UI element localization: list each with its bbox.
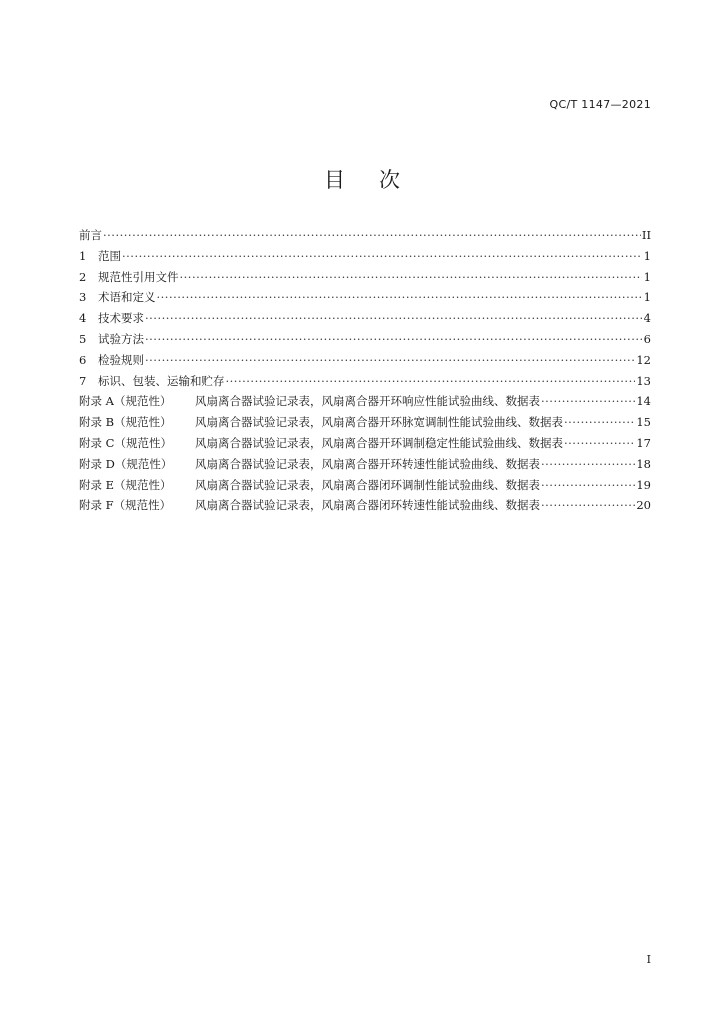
toc-entry-label: 前言	[79, 228, 102, 242]
toc-entry-appendix-number: 附录 D（规范性）	[79, 456, 173, 471]
toc-dot-leader	[226, 374, 636, 388]
toc-dot-leader	[157, 290, 643, 304]
toc-entry-label: 范围	[98, 248, 121, 263]
toc-entry-label: 风扇离合器试验记录表，风扇离合器开环脉宽调制性能试验曲线、数据表	[195, 415, 563, 430]
toc-entry-page: 20	[636, 498, 651, 513]
toc-entry-label: 技术要求	[98, 311, 144, 326]
toc-dot-leader	[103, 228, 641, 242]
toc-entry-label: 风扇离合器试验记录表，风扇离合器开环调制稳定性能试验曲线、数据表	[195, 435, 563, 450]
toc-entry-label: 风扇离合器试验记录表，风扇离合器闭环转速性能试验曲线、数据表	[195, 498, 540, 513]
toc-entry-page: 4	[643, 311, 651, 326]
toc-entry-label: 检验规则	[98, 352, 144, 367]
toc-entry-test-methods[interactable]	[79, 331, 651, 352]
toc-entry-appendix-e[interactable]	[79, 477, 651, 498]
toc-dot-leader	[564, 436, 635, 450]
toc-entry-page: 12	[636, 352, 651, 367]
toc-entry-appendix-a[interactable]	[79, 393, 651, 414]
toc-entry-technical-requirements[interactable]	[79, 310, 651, 331]
toc-entry-label: 规范性引用文件	[98, 269, 179, 284]
toc-entry-number: 5	[79, 331, 87, 346]
page-title-part1: 目	[324, 168, 345, 192]
toc-entry-page: 1	[643, 290, 651, 305]
table-of-contents	[79, 227, 651, 518]
toc-dot-leader	[541, 457, 635, 471]
toc-dot-leader	[564, 415, 635, 429]
toc-dot-leader	[122, 249, 642, 263]
toc-entry-page: 1	[643, 269, 651, 284]
toc-entry-appendix-number: 附录 F（规范性）	[79, 498, 172, 513]
toc-entry-label: 风扇离合器试验记录表，风扇离合器开环响应性能试验曲线、数据表	[195, 394, 540, 409]
toc-entry-label: 试验方法	[98, 331, 144, 346]
toc-entry-marking-packaging[interactable]	[79, 373, 651, 394]
toc-dot-leader	[180, 270, 643, 284]
toc-entry-number: 4	[79, 311, 87, 326]
toc-entry-number: 1	[79, 248, 87, 263]
toc-entry-number: 7	[79, 373, 87, 388]
toc-dot-leader	[145, 332, 642, 346]
toc-entry-label: 风扇离合器试验记录表，风扇离合器开环转速性能试验曲线、数据表	[195, 456, 540, 471]
toc-entry-appendix-b[interactable]	[79, 414, 651, 435]
toc-entry-appendix-number: 附录 B（规范性）	[79, 415, 172, 430]
toc-entry-inspection-rules[interactable]	[79, 352, 651, 373]
toc-entry-appendix-number: 附录 E（规范性）	[79, 477, 172, 492]
toc-entry-page: 1	[643, 248, 651, 263]
toc-entry-appendix-number: 附录 C（规范性）	[79, 435, 172, 450]
toc-dot-leader	[145, 311, 642, 325]
toc-entry-page: 17	[636, 435, 651, 450]
toc-entry-terms[interactable]	[79, 289, 651, 310]
page-number: I	[646, 953, 651, 966]
standard-code: QC/T 1147—2021	[549, 98, 651, 111]
toc-entry-page: 14	[636, 394, 651, 409]
toc-entry-page: 13	[636, 373, 651, 388]
toc-entry-foreword[interactable]	[79, 227, 651, 248]
toc-entry-page: 18	[636, 456, 651, 471]
toc-entry-number: 6	[79, 352, 87, 367]
toc-dot-leader	[541, 478, 635, 492]
page-title	[0, 164, 724, 194]
toc-entry-label: 标识、包装、运输和贮存	[98, 373, 225, 388]
toc-dot-leader	[541, 394, 635, 408]
toc-entry-label: 术语和定义	[98, 290, 156, 305]
toc-entry-normative-references[interactable]	[79, 269, 651, 290]
toc-dot-leader	[145, 353, 635, 367]
toc-entry-scope[interactable]	[79, 248, 651, 269]
toc-dot-leader	[541, 498, 635, 512]
toc-entry-number: 3	[79, 290, 87, 305]
page-title-part2: 次	[379, 168, 400, 192]
toc-entry-appendix-c[interactable]	[79, 435, 651, 456]
toc-entry-page: 6	[643, 331, 651, 346]
toc-entry-appendix-f[interactable]	[79, 497, 651, 518]
toc-entry-page: II	[641, 228, 651, 242]
toc-entry-number: 2	[79, 269, 87, 284]
toc-entry-appendix-d[interactable]	[79, 456, 651, 477]
toc-entry-page: 15	[636, 415, 651, 430]
toc-entry-label: 风扇离合器试验记录表，风扇离合器闭环调制性能试验曲线、数据表	[195, 477, 540, 492]
toc-entry-appendix-number: 附录 A（规范性）	[79, 394, 172, 409]
toc-entry-page: 19	[636, 477, 651, 492]
